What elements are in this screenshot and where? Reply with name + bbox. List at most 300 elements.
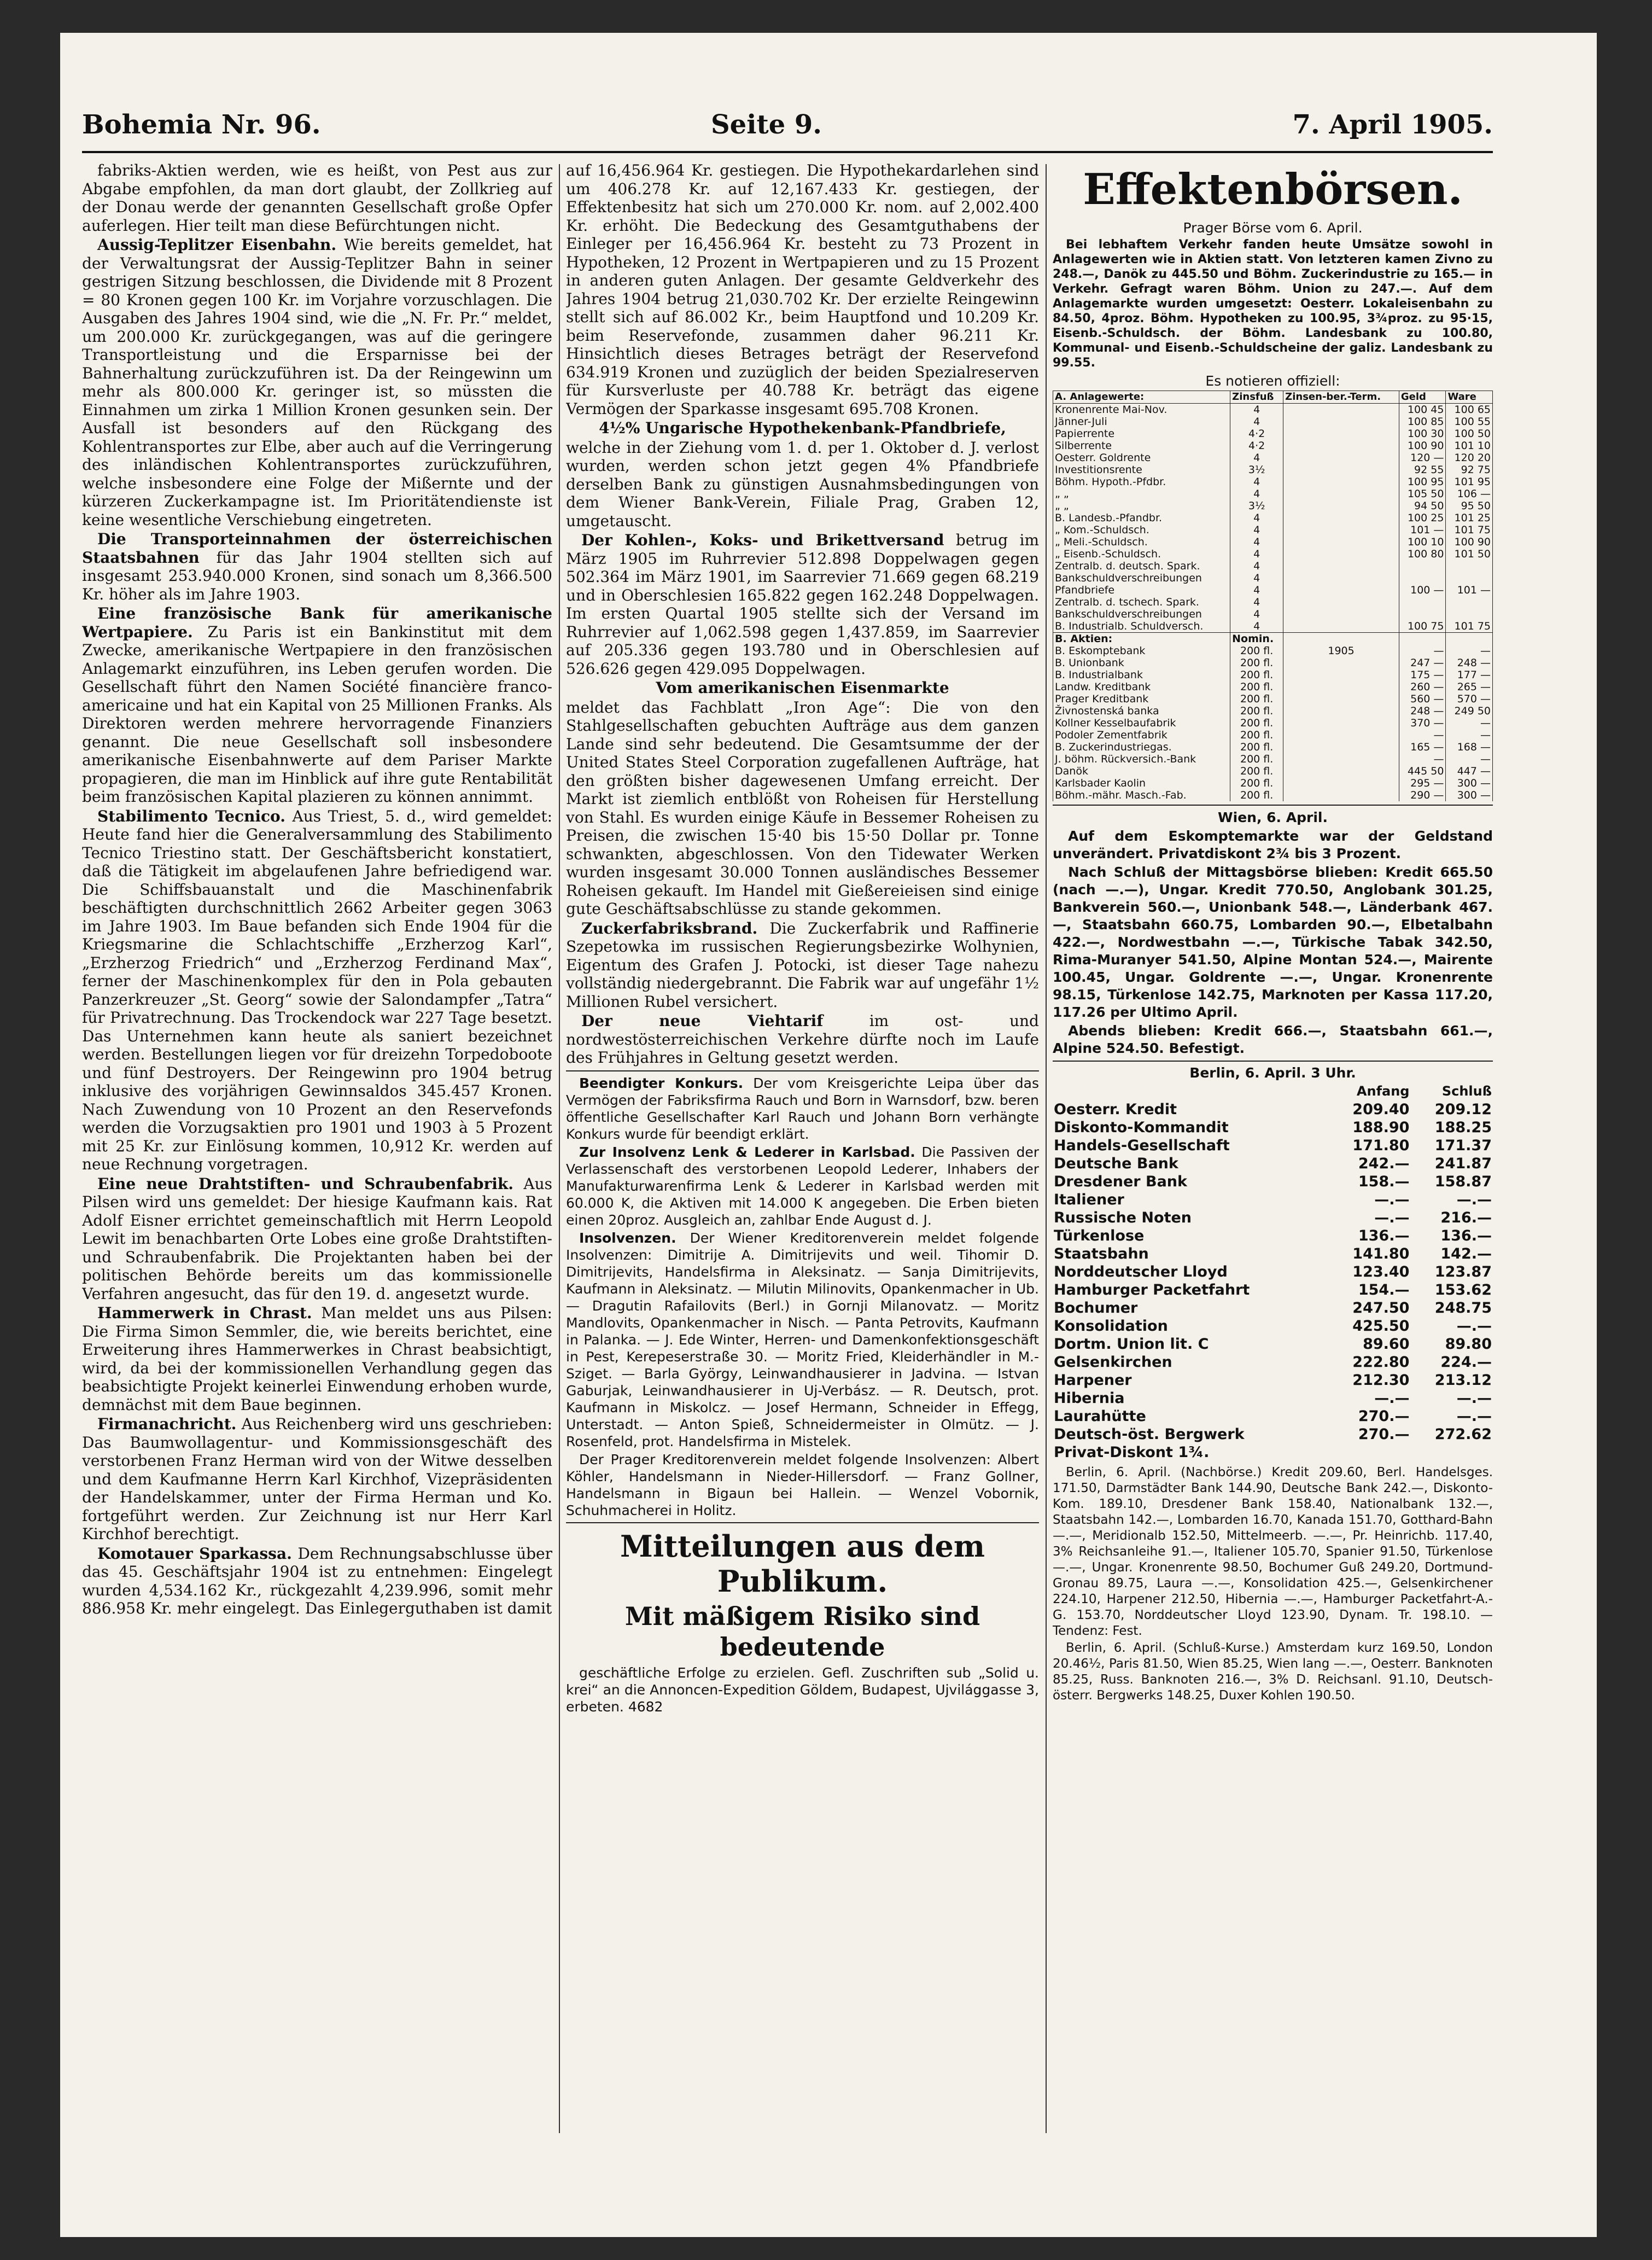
table-cell: 100 25 [1399, 512, 1446, 524]
table-cell [1283, 500, 1399, 512]
berlin-cell: 89.60 [1363, 1336, 1410, 1353]
berlin-cell: Deutsch-öst. Bergwerk [1054, 1426, 1245, 1443]
column-1 [82, 161, 552, 2147]
advertisement-heading: Mit mäßigem Risiko sind bedeutende [624, 1601, 980, 1662]
article-heading: Zuckerfabriksbrand. [581, 919, 758, 937]
table-cell: 200 fl. [1230, 645, 1283, 657]
table-cell: 100 50 [1446, 428, 1493, 440]
article-heading: Aussig-Teplitzer Eisenbahn. [97, 236, 337, 254]
berlin-header-cell: Anfang [1356, 1084, 1410, 1099]
table-cell [1283, 584, 1399, 596]
table-cell: 200 fl. [1230, 705, 1283, 717]
berlin-cell: Dortm. Union lit. C [1054, 1336, 1209, 1353]
table-cell: 4 [1230, 572, 1283, 584]
table-cell: 100 — [1399, 584, 1446, 596]
berlin-cell: 136.— [1440, 1227, 1492, 1244]
table-cell: — [1399, 753, 1446, 765]
berlin-heading: Berlin, 6. April. 3 Uhr. [1189, 1065, 1356, 1081]
table-cell: 100 55 [1446, 416, 1493, 428]
article-heading: Firmanachricht. [97, 1415, 237, 1433]
berlin-row [1053, 1263, 1493, 1281]
table-cell: B. Eskomptebank [1053, 645, 1230, 657]
table-cell: 175 — [1399, 669, 1446, 681]
header-page-number: Seite 9. [711, 109, 822, 140]
berlin-row [1053, 1173, 1493, 1191]
berlin-cell: Deutsche Bank [1054, 1155, 1178, 1172]
berlin-row [1053, 1335, 1493, 1353]
table-cell [1446, 572, 1493, 584]
berlin-cell: —.— [1456, 1408, 1492, 1425]
table-cell: 370 — [1399, 717, 1446, 729]
table-cell: 3½ [1230, 500, 1283, 512]
article-heading: Die Transporteinnahmen der österreichischen Staatsbahnen [82, 530, 552, 567]
table-cell [1283, 729, 1399, 741]
table-cell: Zentralb. d. tschech. Spark. [1053, 596, 1230, 608]
table-cell: 200 fl. [1230, 657, 1283, 669]
column-divider [1046, 164, 1047, 2133]
berlin-header-cell: Schluß [1441, 1084, 1492, 1099]
table-cell [1283, 596, 1399, 608]
public-notice-title: Mitteilungen aus dem Publikum. [620, 1528, 985, 1599]
table-cell: 4 [1230, 536, 1283, 548]
table-cell: 4 [1230, 488, 1283, 500]
table-cell: 4 [1230, 596, 1283, 608]
berlin-row [1053, 1443, 1493, 1461]
berlin-cell: Hamburger Packetfahrt [1054, 1282, 1250, 1298]
table-row [1053, 693, 1493, 705]
table-cell [1283, 620, 1399, 633]
berlin-row [1053, 1191, 1493, 1209]
table-cell: 177 — [1446, 669, 1493, 681]
table-cell [1283, 572, 1399, 584]
table-cell: 4 [1230, 560, 1283, 572]
table-cell [1399, 572, 1446, 584]
article-paragraph [566, 531, 1039, 678]
table-cell: 95 50 [1446, 500, 1493, 512]
berlin-cell: 209.12 [1434, 1101, 1492, 1118]
table-cell: 200 fl. [1230, 753, 1283, 765]
article-text: meldet das Fachblatt „Iron Age“: Die von den Stahlgesellschaften gebuchten Aufträge aus dem ganzen Lande sind sehr bedeutend. Die Gesamtsumme der der United States Steel Corporation zugefallenen Aufträge, hat den größten bisher dagewesenen Umfang erreicht. Der Markt ist ziemlich entblößt von Roheisen für Herstellung von Stahl. Es wurden einige Käufe in Bessemer Roheisen zu Preisen, die zwischen 15·40 bis 15·50 Dollar pr. Tonne schwankten, abgeschlossen. Von den Tidewater Werken wurden insgesamt 30.000 Tonnen ausländisches Bessemer Roheisen gekauft. Im Handel mit Gießereieisen sind einige gute Geschäftsabschlüsse zu stande gekommen. [566, 698, 1039, 918]
table-cell: — [1399, 645, 1446, 657]
table-cell: 295 — [1399, 777, 1446, 789]
table-cell: 4 [1230, 620, 1283, 633]
berlin-row [1053, 1425, 1493, 1443]
berlin-cell: —.— [1456, 1191, 1492, 1208]
table-cell: — [1446, 717, 1493, 729]
table-cell: 300 — [1446, 789, 1493, 801]
table-row [1053, 584, 1493, 596]
table-cell: 100 85 [1399, 416, 1446, 428]
table-cell: 4 [1230, 524, 1283, 536]
berlin-cell: Laurahütte [1054, 1408, 1146, 1425]
table-cell: Jänner-Juli [1053, 416, 1230, 428]
table-header-cell: Nomin. [1230, 633, 1283, 645]
berlin-cell: 171.37 [1434, 1137, 1492, 1154]
table-row [1053, 560, 1493, 572]
table-cell [1283, 765, 1399, 777]
table-cell: 100 90 [1446, 536, 1493, 548]
berlin-cell: Hibernia [1054, 1390, 1125, 1407]
article-paragraph [82, 236, 552, 529]
article-paragraph [566, 919, 1039, 1011]
table-row [1053, 608, 1493, 620]
table-cell: B. Industrialbank [1053, 669, 1230, 681]
berlin-cell: 213.12 [1434, 1372, 1492, 1389]
table-header-cell: B. Aktien: [1053, 633, 1230, 645]
table-cell: 100 80 [1399, 548, 1446, 560]
berlin-cell: —.— [1374, 1191, 1410, 1208]
table-cell: 4 [1230, 416, 1283, 428]
table-row [1053, 572, 1493, 584]
article-text: im ost- und nordwestösterreichischen Verkehre dürfte noch im Laufe des Frühjahres in Geltung gesetzt werden. [566, 1012, 1039, 1067]
table-cell [1283, 705, 1399, 717]
table-row [1053, 548, 1493, 560]
berlin-cell: 123.40 [1352, 1263, 1410, 1280]
article-paragraph [82, 1415, 552, 1543]
table-cell [1283, 404, 1399, 416]
table-cell [1283, 428, 1399, 440]
table-cell: 260 — [1399, 681, 1446, 693]
table-cell [1399, 560, 1446, 572]
article-paragraph [82, 604, 552, 806]
article-heading: Hammerwerk in Chrast. [97, 1304, 312, 1322]
berlin-row [1053, 1389, 1493, 1407]
article-text: Der Prager Kreditorenverein meldet folgende Insolvenzen: Albert Köhler, Handelsmann in Nieder-Hillersdorf. — Franz Gollner, Handelsmann in Bigaun bei Hallein. — Wenzel Vobornik, Schuhmacherei in Holitz. [566, 1451, 1039, 1518]
article-heading: Insolvenzen. [579, 1230, 676, 1246]
table-cell: 4 [1230, 548, 1283, 560]
berlin-cell: 142.— [1440, 1245, 1492, 1262]
table-header-cell: Geld [1399, 391, 1446, 404]
table-cell: 200 fl. [1230, 729, 1283, 741]
table-cell: Pfandbriefe [1053, 584, 1230, 596]
article-text: Wie bereits gemeldet, hat der Verwaltungsrat der Aussig-Teplitzer Bahn in seiner gestrigen Sitzung beschlossen, die Dividende mit 8 Prozent = 80 Kronen gegen 100 Kr. im Vorjahre vorzuschlagen. Die Ausgaben des Jahres 1904 sind, wie die „N. Fr. Pr.“ meldet, um 200.000 Kr. zurückgegangen, was auf die geringere Transportleistung und die Ersparnisse bei der Bahnerhaltung zurückzuführen ist. Da der Reingewinn um mehr als 800.000 Kr. geringer ist, so müssten die Einnahmen um zirka 1 Million Kronen gesunken sein. Der Ausfall ist besonders auf den Rückgang des Kohlentransportes zur Elbe, aber auch auf die Verringerung des inländischen Kohlentransportes zurückzuführen, welche insbesondere eine Folge der Mißernte und der kürzeren Zuckerkampagne ist. Im Prioritätendienste ist keine wesentliche Verschiebung eingetreten. [82, 236, 552, 529]
table-cell: 447 — [1446, 765, 1493, 777]
table-row [1053, 729, 1493, 741]
prag-heading: Prager Börse vom 6. April. [1183, 220, 1363, 236]
table-cell: 168 — [1446, 741, 1493, 753]
article-text: für das Jahr 1904 stellten sich auf insgesamt 253.940.000 Kronen, sind sonach um 8,366.500 Kr. höher als im Jahre 1903. [82, 548, 552, 603]
berlin-cell: 209.40 [1352, 1101, 1410, 1118]
berlin-cell: 154.— [1358, 1282, 1410, 1298]
table-header-cell: Zinsfuß [1230, 391, 1283, 404]
header-rule [82, 151, 1493, 153]
table-cell: 570 — [1446, 693, 1493, 705]
table-cell [1283, 452, 1399, 464]
table-cell: 4·2 [1230, 440, 1283, 452]
table-cell: 200 fl. [1230, 777, 1283, 789]
table-cell [1283, 717, 1399, 729]
table-cell [1283, 548, 1399, 560]
table-cell: 100 30 [1399, 428, 1446, 440]
table-cell: 200 fl. [1230, 765, 1283, 777]
table-cell: 4 [1230, 584, 1283, 596]
article-text: auf 16,456.964 Kr. gestiegen. Die Hypothekardarlehen sind um 406.278 Kr. auf 12,167.433 Kr. gestiegen, der Effektenbesitz hat sich um 270.000 Kr. nom. auf 2,002.400 Kr. erhöht. Die Bedeckung des Gesamtguthabens der Einleger per 16,456.964 Kr. besteht zu 73 Prozent in Hypotheken, 12 Prozent in Wertpapieren und zu 15 Prozent in anderen guten Anlagen. Der gesamte Geldverkehr des Jahres 1904 betrug 21,030.702 Kr. Der erzielte Reingewinn stellt sich auf 86.002 Kr., beim Hauptfond und 10.209 Kr. beim Reservefonde, zusammen daher 96.211 Kr. Hinsichtlich dieses Betrages beträgt der Reservefond 634.919 Kronen und zuzüglich der beiden Spezialreserven für Kursverluste per 40.788 Kr. beträgt das eigene Vermögen der Sparkasse insgesamt 695.708 Kronen. [566, 161, 1039, 418]
article-text: Der Wiener Kreditorenverein meldet folgende Insolvenzen: Dimitrije A. Dimitrijevits und weil. Tihomir D. Dimitrijevits, Handelsfirma in Aleksinatz. — Sanja Dimitrijevits, Kaufmann in Aleksinatz. — Milutin Milinovits, Opankenmacher in Ub. — Dragutin Rafailovits (Berl.) in Gornji Milanovatz. — Moritz Mandlovits, Opankenmacher in Nisch. — Panta Petrovits, Kaufmann in Palanka. — J. Ede Winter, Herren- und Damenkonfektionsgeschäft in Pest, Kerepeserstraße 30. — Moritz Fried, Kleiderhändler in M.-Sziget. — Barla György, Leinwandhausierer in Jadvina. — Istvan Gaburjak, Leinwandhausierer in Uj-Verbász. — R. Deutsch, prot. Kaufmann in Miskolcz. — Josef Hermann, Schneider in Effegg, Unterstadt. — Anton Spieß, Schneidermeister in Olmütz. — J. Rosenfeld, prot. Handelsfirma in Mistelek. [566, 1230, 1039, 1449]
wien-heading: Wien, 6. April. [1218, 809, 1328, 825]
table-cell: 247 — [1399, 657, 1446, 669]
table-row [1053, 596, 1493, 608]
table-cell: J. böhm. Rückversich.-Bank [1053, 753, 1230, 765]
berlin-cell: Norddeutscher Lloyd [1054, 1263, 1228, 1280]
berlin-cell: 270.— [1358, 1426, 1410, 1443]
berlin-cell: Dresdener Bank [1054, 1173, 1187, 1190]
table-cell: B. Zuckerindustriegas. [1053, 741, 1230, 753]
table-cell [1283, 669, 1399, 681]
berlin-row [1053, 1227, 1493, 1245]
table-cell [1283, 608, 1399, 620]
berlin-cell: Staatsbahn [1054, 1245, 1149, 1262]
table-row [1053, 536, 1493, 548]
table-cell: B. Landesb.-Pfandbr. [1053, 512, 1230, 524]
table-cell [1283, 476, 1399, 488]
table-cell: 200 fl. [1230, 717, 1283, 729]
table-cell [1283, 789, 1399, 801]
article-paragraph [82, 161, 552, 235]
berlin-cell: 141.80 [1352, 1245, 1410, 1262]
table-cell: 445 50 [1399, 765, 1446, 777]
table-row [1053, 765, 1493, 777]
table-cell: Papierrente [1053, 428, 1230, 440]
berlin-cell [1410, 1443, 1493, 1461]
aktien-header-row [1053, 633, 1493, 645]
table-cell: 200 fl. [1230, 693, 1283, 705]
table-cell: 200 fl. [1230, 681, 1283, 693]
table-cell: 101 75 [1446, 620, 1493, 633]
berlin-row [1053, 1119, 1493, 1137]
table-row [1053, 789, 1493, 801]
wien-report-3: Abends blieben: Kredit 666.—, Staatsbahn 661.—, Alpine 524.50. Befestigt. [1053, 1023, 1493, 1056]
table-cell: 200 fl. [1230, 789, 1283, 801]
table-cell: 120 — [1399, 452, 1446, 464]
berlin-cell: 425.50 [1352, 1318, 1410, 1335]
article-paragraph [82, 1175, 552, 1303]
article-text: Aus Pilsen wird uns gemeldet: Der hiesige Kaufmann kais. Rat Adolf Eisner errichtet gemeinschaftlich mit Herrn Leopold Lewit im benachbarten Orte Lobes eine große Drahtstiften- und Schraubenfabrik. Die Projektanten haben bei der politischen Behörde bereits um das kommissionelle Verfahren angesucht, das für den 19. d. angesetzt wurde. [82, 1174, 552, 1303]
table-cell [1283, 777, 1399, 789]
berlin-report-2: Berlin, 6. April. (Schluß-Kurse.) Amsterdam kurz 169.50, London 20.46½, Paris 81.50, Wien 85.25, Wien lang —.—, Oesterr. Banknoten 85.25, Russ. Banknoten 216.—, 3% D. Reichsanl. 91.10, Deutsch-österr. Bergwerks 148.25, Duxer Kohlen 190.50. [1053, 1641, 1493, 1703]
table-cell: 101 — [1399, 524, 1446, 536]
table-row [1053, 657, 1493, 669]
berlin-cell: 242.— [1358, 1155, 1410, 1172]
table-row [1053, 416, 1493, 428]
table-row [1053, 524, 1493, 536]
table-row [1053, 620, 1493, 633]
article-paragraph [82, 1304, 552, 1414]
article-heading: Stabilimento Tecnico. [97, 807, 285, 825]
table-cell: 300 — [1446, 777, 1493, 789]
table-row [1053, 500, 1493, 512]
table-cell: 105 50 [1399, 488, 1446, 500]
table-cell [1283, 488, 1399, 500]
berlin-row [1053, 1209, 1493, 1227]
table-cell [1399, 608, 1446, 620]
article-heading: Der neue Viehtarif [581, 1012, 824, 1030]
berlin-cell: Türkenlose [1054, 1227, 1145, 1244]
table-header-cell [1399, 633, 1446, 645]
notieren-heading: Es notieren offiziell: [1205, 373, 1340, 389]
article-text: Der vom Kreisgerichte Leipa über das Vermögen der Fabriksfirma Rauch und Born in Warnsdorf, bzw. beren öffentliche Gesellschafter Karl Rauch und Johann Born verhängte Konkurs wurde für beendigt erklärt. [566, 1075, 1039, 1142]
article-text: Man meldet uns aus Pilsen: Die Firma Simon Semmler, die, wie bereits berichtet, eine Erweiterung ihres Hammerwerkes in Chrast beabsichtigt, wird, da bei der kommissionellen Verhandlung gegen das beabsichtigte Projekt keinerlei Einwendung erhoben wurde, demnächst mit dem Baue beginnen. [82, 1304, 552, 1414]
table-cell: Böhm. Hypoth.-Pfdbr. [1053, 476, 1230, 488]
article-paragraph [566, 1451, 1039, 1519]
table-row [1053, 681, 1493, 693]
berlin-row [1053, 1137, 1493, 1155]
table-cell: 290 — [1399, 789, 1446, 801]
table-row [1053, 428, 1493, 440]
table-cell: 248 — [1399, 705, 1446, 717]
article-text: Die Zuckerfabrik und Raffinerie Szepetowka im russischen Regierungsbezirke Wolhynien, Eigentum des Grafen J. Potocki, ist dieser Tage nahezu vollständig niedergebrannt. Die Fabrik war auf ungefähr 1½ Millionen Rubel versichert. [566, 919, 1039, 1011]
table-cell: 4 [1230, 404, 1283, 416]
article-text: geschäftliche Erfolge zu erzielen. Gefl. Zuschriften sub „Solid u. krei“ an die Annoncen-Expedition Göldem, Budapest, Ujvilággasse 3, erbeten. 4682 [566, 1664, 1039, 1715]
header-issue: Bohemia Nr. 96. [82, 109, 321, 140]
table-row [1053, 717, 1493, 729]
table-cell: 200 fl. [1230, 669, 1283, 681]
table-cell [1283, 536, 1399, 548]
table-header-cell [1283, 633, 1399, 645]
table-cell: „ „ [1053, 500, 1230, 512]
column-3 [1053, 161, 1493, 2147]
article-text: fabriks-Aktien werden, wie es heißt, von Pest aus zur Abgabe empfohlen, da man dort glaubt, der Zollkrieg auf der Donau werde der genannten Gesellschaft große Opfer auferlegen. Hier teilt man diese Befürchtungen nicht. [82, 161, 552, 235]
separator-rule [566, 1070, 1039, 1071]
table-cell: 4 [1230, 512, 1283, 524]
article-paragraph [566, 161, 1039, 418]
table-cell: 101 10 [1446, 440, 1493, 452]
table-cell: Böhm.-mähr. Masch.-Fab. [1053, 789, 1230, 801]
table-row [1053, 440, 1493, 452]
header-date: 7. April 1905. [1292, 109, 1493, 140]
table-cell [1283, 693, 1399, 705]
article-text: Aus Triest, 5. d., wird gemeldet: Heute fand hier die Generalversammlung des Stabilimento Tecnico Triestino statt. Der Geschäftsbericht konstatiert, daß die Tätigkeit im abgelaufenen Jahre befriedigend war. Die Schiffsbauanstalt und die Maschinenfabrik beschäftigten durchschnittlich 2662 Arbeiter gegen 3063 im Jahre 1903. Im Baue befanden sich Ende 1904 für die Kriegsmarine die Schlachtschiffe „Erzherzog Karl“, „Erzherzog Friedrich“ und „Erzherzog Ferdinand Max“, ferner der Maschinenkomplex für den in Pola gebauten Panzerkreuzer „St. Georg“ sowie der Salondampfer „Tatra“ für Privatrechnung. Das Trockendock war 227 Tage besetzt. Das Unternehmen kann heute als saniert bezeichnet werden. Bestellungen liegen vor für dreizehn Torpedoboote und fünf Destroyers. Der Reingewinn pro 1904 betrug inklusive des vorjährigen Gewinnsaldos 345.457 Kronen. Nach Zuwendung von 10 Prozent an den Reservefonds werden die Vorzugsaktien pro 1901 und 1903 à 5 Prozent mit 25 Kr. zur Einlösung kommen, 10,912 Kr. werden auf neue Rechnung vorgetragen. [82, 807, 552, 1173]
table-cell [1283, 464, 1399, 476]
article-paragraph [566, 1230, 1039, 1450]
berlin-cell: 212.30 [1352, 1372, 1410, 1389]
table-cell: Karlsbader Kaolin [1053, 777, 1230, 789]
berlin-cell: 241.87 [1434, 1155, 1492, 1172]
table-cell [1283, 524, 1399, 536]
berlin-cell: Konsolidation [1054, 1318, 1168, 1335]
table-cell: Danök [1053, 765, 1230, 777]
berlin-header-cell [1053, 1082, 1328, 1100]
table-cell [1399, 596, 1446, 608]
table-row [1053, 753, 1493, 765]
article-paragraph [82, 807, 552, 1174]
article-heading: Eine neue Drahtstiften- und Schraubenfabrik. [97, 1174, 514, 1193]
table-cell: Investitionsrente [1053, 464, 1230, 476]
table-cell: Živnostenská banka [1053, 705, 1230, 717]
table-cell: 100 45 [1399, 404, 1446, 416]
table-cell: 100 95 [1399, 476, 1446, 488]
table-cell: Zentralb. d. deutsch. Spark. [1053, 560, 1230, 572]
table-cell: — [1446, 753, 1493, 765]
page-header [82, 109, 1493, 148]
table-cell: 560 — [1399, 693, 1446, 705]
table-cell: Bankschuldverschreibungen [1053, 572, 1230, 584]
table-cell: 100 10 [1399, 536, 1446, 548]
berlin-cell: Privat-Diskont 1¾. [1054, 1444, 1210, 1461]
table-cell: Oesterr. Goldrente [1053, 452, 1230, 464]
table-cell: — [1446, 729, 1493, 741]
berlin-row [1053, 1100, 1493, 1119]
table-cell [1283, 657, 1399, 669]
table-cell: 92 55 [1399, 464, 1446, 476]
table-cell: 100 65 [1446, 404, 1493, 416]
table-cell: 249 50 [1446, 705, 1493, 717]
berlin-cell: Handels-Gesellschaft [1054, 1137, 1230, 1154]
table-cell: B. Industrialb. Schuldversch. [1053, 620, 1230, 633]
berlin-report-1: Berlin, 6. April. (Nachbörse.) Kredit 209.60, Berl. Handelsges. 171.50, Darmstädter Bank 144.90, Deutsche Bank 242.—, Diskonto-Kom. 189.10, Dresdener Bank 158.40, Nationalbank 132.—, Staatsbahn 142.—, Lombarden 16.70, Kanada 151.70, Gotthard-Bahn —.—, Meridionalb 152.50, Mittelmeerb. —.—, Pr. Heinrichb. 117.40, 3% Reichsanleihe 91.—, Italiener 105.70, Spanier 91.50, Türkenlose —.—, Ungar. Kronenrente 98.50, Bochumer Guß 249.20, Dortmund-Gronau 89.75, Laura —.—, Konsolidation 425.—, Gelsenkirchener 224.10, Harpener 212.50, Hibernia —.—, Hamburger Packetfahrt-A.-G. 153.70, Norddeutscher Lloyd 123.90, Dynam. Tr. 198.10. — Tendenz: Fest. [1053, 1465, 1493, 1638]
column-2 [566, 161, 1039, 2147]
berlin-cell: Gelsenkirchen [1054, 1354, 1172, 1371]
article-paragraph [82, 1545, 552, 1618]
table-cell [1283, 512, 1399, 524]
table-header-cell: A. Anlagewerte: [1053, 391, 1230, 404]
article-heading: Komotauer Sparkassa. [97, 1544, 292, 1563]
table-cell: Kollner Kesselbaufabrik [1053, 717, 1230, 729]
berlin-cell: —.— [1374, 1390, 1410, 1407]
berlin-row [1053, 1353, 1493, 1371]
table-cell: 101 50 [1446, 548, 1493, 560]
table-header-cell [1446, 633, 1493, 645]
table-cell [1283, 416, 1399, 428]
article-heading: Eine französische Bank für amerikanische Wertpapiere. [82, 604, 552, 641]
table-row [1053, 777, 1493, 789]
table-cell [1283, 440, 1399, 452]
table-cell: 4 [1230, 608, 1283, 620]
kurs-table [1053, 391, 1493, 801]
berlin-row [1053, 1299, 1493, 1317]
article-text: Die Passiven der Verlassenschaft des verstorbenen Leopold Lederer, Inhabers der Manufakturwarenfirma Lenk & Lederer in Karlsbad werden mit 60.000 K, die Aktiven mit 14.000 K angegeben. Die Erben bieten einen 20proz. Ausgleich an, zahlbar Ende August d. J. [566, 1144, 1039, 1228]
table-row [1053, 452, 1493, 464]
berlin-cell: 224.— [1440, 1354, 1492, 1371]
berlin-row [1053, 1317, 1493, 1335]
table-cell: 200 fl. [1230, 741, 1283, 753]
table-cell: Prager Kreditbank [1053, 693, 1230, 705]
table-cell [1283, 560, 1399, 572]
article-paragraph [82, 530, 552, 603]
table-cell: Silberrente [1053, 440, 1230, 452]
berlin-cell: 188.90 [1352, 1119, 1410, 1136]
table-cell: 4·2 [1230, 428, 1283, 440]
article-heading: Beendigter Konkurs. [579, 1075, 744, 1091]
berlin-cell: —.— [1456, 1318, 1492, 1335]
berlin-cell: —.— [1374, 1209, 1410, 1226]
table-cell: 101 95 [1446, 476, 1493, 488]
table-row [1053, 741, 1493, 753]
table-cell: 92 75 [1446, 464, 1493, 476]
article-text: welche in der Ziehung vom 1. d. per 1. Oktober d. J. verlost wurden, werden schon jetzt gegen 4% Pfandbriefe derselben Bank zu günstigen Ausnahmsbedingungen von dem Wiener Bank-Verein, Filiale Prag, Graben 12, umgetauscht. [566, 438, 1039, 530]
article-paragraph [566, 1664, 1039, 1715]
article-heading: Zur Insolvenz Lenk & Lederer in Karlsbad. [579, 1144, 915, 1160]
table-cell: 94 50 [1399, 500, 1446, 512]
table-cell: 101 — [1446, 584, 1493, 596]
table-cell: 106 — [1446, 488, 1493, 500]
table-cell: „ Meli.-Schuldsch. [1053, 536, 1230, 548]
column-divider [559, 164, 560, 2133]
table-header-cell: Ware [1446, 391, 1493, 404]
article-text: Aus Reichenberg wird uns geschrieben: Das Baumwollagentur- und Kommissionsgeschäft des verstorbenen Franz Herman wird von der Witwe desselben und dem Kaufmanne Herrn Karl Kirchhof, Vizepräsidenten der Handelskammer, unter der Firma Herman und Ko. fortgeführt werden. Zur Zeichnung ist nur Herr Karl Kirchhof berechtigt. [82, 1415, 552, 1543]
berlin-cell: Diskonto-Kommandit [1054, 1119, 1229, 1136]
table-cell [1446, 596, 1493, 608]
article-paragraph [566, 1075, 1039, 1143]
article-heading: Der Kohlen-, Koks- und Brikettversand [581, 531, 944, 549]
table-row [1053, 645, 1493, 657]
berlin-cell: Russische Noten [1054, 1209, 1192, 1226]
berlin-cell: Bochumer [1054, 1300, 1138, 1317]
table-cell: „ Kom.-Schuldsch. [1053, 524, 1230, 536]
table-cell: Bankschuldverschreibungen [1053, 608, 1230, 620]
table-cell [1283, 753, 1399, 765]
table-cell: Landw. Kreditbank [1053, 681, 1230, 693]
article-text: betrug im März 1905 im Ruhrrevier 512.898 Doppelwagen gegen 502.364 im März 1901, im Saarrevier 71.669 gegen 68.219 und in Oberschlesien 165.822 gegen 162.248 Doppelwagen. Im ersten Quartal 1905 stellte sich der Versand im Ruhrrevier auf 1,062.598 gegen 1,437.859, im Saarrevier auf 205.336 gegen 193.780 und in Oberschlesien auf 526.626 gegen 429.095 Doppelwagen. [566, 531, 1039, 678]
